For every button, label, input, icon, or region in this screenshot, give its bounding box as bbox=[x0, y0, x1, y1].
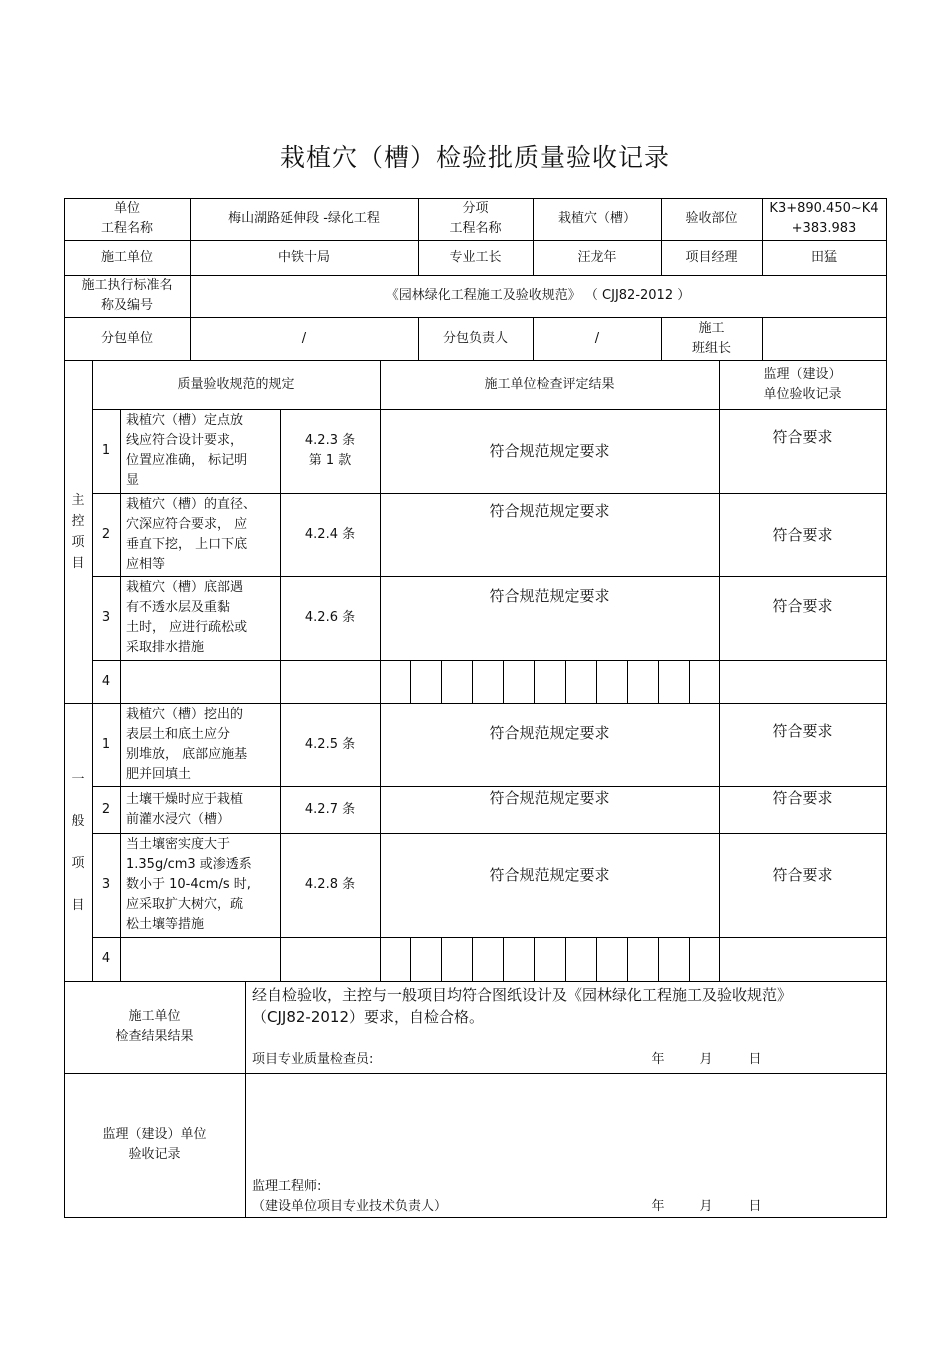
owner-tech-lead-label: （建设单位项目专业技术负责人） bbox=[252, 1199, 448, 1214]
subcontract-label: 分包单位 bbox=[100, 330, 153, 346]
accept-day-label: 日 bbox=[748, 1199, 762, 1214]
accept-part-label: 验收部位 bbox=[685, 211, 738, 226]
main-row-3-clause: 4.2.6 条 bbox=[304, 610, 356, 625]
construction-unit-label: 施工单位 bbox=[100, 249, 153, 265]
construction-check-label: 施工单位 检查结果结果 bbox=[115, 1009, 194, 1044]
general-row-1-no: 1 bbox=[101, 736, 111, 752]
general-row-4-no: 4 bbox=[101, 951, 111, 966]
main-row-3-text: 栽植穴（槽）底部遇 有不透水层及重黏 土时， 应进行疏松或 采取排水措施 bbox=[126, 580, 248, 655]
general-row-2-record: 符合要求 bbox=[772, 789, 833, 807]
main-row-2-result: 符合规范规定要求 bbox=[489, 502, 610, 520]
pm-label: 项目经理 bbox=[685, 249, 738, 265]
sub-leader-label: 分包负责人 bbox=[442, 330, 508, 346]
unit-project-label: 单位 工程名称 bbox=[100, 201, 153, 236]
main-row-3-record: 符合要求 bbox=[772, 597, 833, 615]
general-row-3-record: 符合要求 bbox=[772, 866, 833, 884]
general-row-2-no: 2 bbox=[101, 801, 111, 817]
check-year-label: 年 bbox=[651, 1052, 665, 1067]
team-leader-label: 施工 班组长 bbox=[691, 320, 731, 356]
general-row-2-result: 符合规范规定要求 bbox=[489, 789, 610, 807]
main-row-1-record: 符合要求 bbox=[772, 428, 833, 446]
team-leader-value bbox=[762, 317, 886, 360]
subcontract-value: / bbox=[301, 330, 307, 346]
general-row-3-clause: 4.2.8 条 bbox=[304, 877, 356, 892]
accept-month-label: 月 bbox=[699, 1199, 713, 1214]
standard-value: 《园林绿化工程施工及验收规范》 （ CJJ82-2012 ） bbox=[385, 288, 691, 303]
main-row-1-result: 符合规范规定要求 bbox=[489, 442, 610, 460]
accept-part-value: K3+890.450~K4 +383.983 bbox=[769, 201, 879, 236]
sub-project-value: 栽植穴（槽） bbox=[557, 211, 636, 226]
main-row-1-clause: 4.2.3 条 第 1 款 bbox=[304, 433, 356, 468]
general-row-3-no: 3 bbox=[101, 877, 111, 892]
standard-label: 施工执行标准名 称及编号 bbox=[81, 278, 173, 313]
main-row-4-no: 4 bbox=[101, 673, 111, 689]
general-row-2-text: 土壤干燥时应于栽植 前灌水浸穴（槽） bbox=[126, 791, 244, 827]
check-day-label: 日 bbox=[748, 1052, 762, 1067]
main-row-2-clause: 4.2.4 条 bbox=[304, 526, 356, 542]
page-title: 栽植穴（槽）检验批质量验收记录 bbox=[279, 143, 670, 172]
sub-project-label: 分项 工程名称 bbox=[449, 201, 502, 236]
general-row-1-clause: 4.2.5 条 bbox=[304, 736, 356, 752]
foreman-value: 汪龙年 bbox=[577, 249, 617, 265]
supervision-engineer-label: 监理工程师: bbox=[252, 1179, 322, 1194]
main-row-3-result: 符合规范规定要求 bbox=[489, 587, 610, 605]
pm-value: 田猛 bbox=[810, 249, 837, 265]
main-section-label: 主 控 项 目 bbox=[71, 492, 85, 571]
check-month-label: 月 bbox=[699, 1052, 713, 1067]
main-row-2-text: 栽植穴（槽）的直径、 穴深应符合要求， 应 垂直下挖， 上口下底 应相等 bbox=[126, 496, 257, 572]
general-row-2-clause: 4.2.7 条 bbox=[304, 801, 356, 817]
general-row-1-record: 符合要求 bbox=[772, 722, 833, 740]
main-row-2-record: 符合要求 bbox=[772, 525, 833, 544]
sub-leader-value: / bbox=[594, 330, 600, 346]
supervision-accept-label: 监理（建设）单位 验收记录 bbox=[102, 1127, 207, 1162]
foreman-label: 专业工长 bbox=[449, 249, 502, 265]
col-result-header: 施工单位检查评定结果 bbox=[484, 376, 615, 392]
general-row-3-text: 当土壤密实度大于 1.35g/cm3 或渗透系 数小于 10-4cm/s 时, 应采取扩大树穴，疏 松土壤等措施 bbox=[126, 837, 252, 932]
general-row-3-result: 符合规范规定要求 bbox=[489, 866, 610, 884]
quality-inspector-label: 项目专业质量检查员: bbox=[252, 1052, 374, 1067]
general-row-1-result: 符合规范规定要求 bbox=[489, 724, 610, 742]
construction-unit-value: 中铁十局 bbox=[277, 249, 330, 265]
general-row-1-text: 栽植穴（槽）挖出的 表层土和底土应分 别堆放， 底部应施基 肥并回填土 bbox=[126, 706, 248, 782]
accept-year-label: 年 bbox=[651, 1199, 665, 1214]
main-row-1-no: 1 bbox=[101, 443, 111, 458]
construction-check-text: 经自检验收，主控与一般项目均符合图纸设计及《园林绿化工程施工及验收规范》 （CJJ82-2012）要求，自检合格。 bbox=[252, 986, 793, 1026]
main-row-3-no: 3 bbox=[101, 610, 111, 625]
col-supervision-header: 监理（建设） 单位验收记录 bbox=[763, 366, 842, 402]
general-section-label: 一 般 项 目 bbox=[71, 771, 85, 913]
unit-project-value: 梅山湖路延伸段 -绿化工程 bbox=[228, 211, 380, 226]
col-spec-header: 质量验收规范的规定 bbox=[177, 376, 295, 392]
main-row-2-no: 2 bbox=[101, 526, 111, 542]
main-row-1-text: 栽植穴（槽）定点放 线应符合设计要求， 位置应准确， 标记明 显 bbox=[126, 413, 248, 488]
